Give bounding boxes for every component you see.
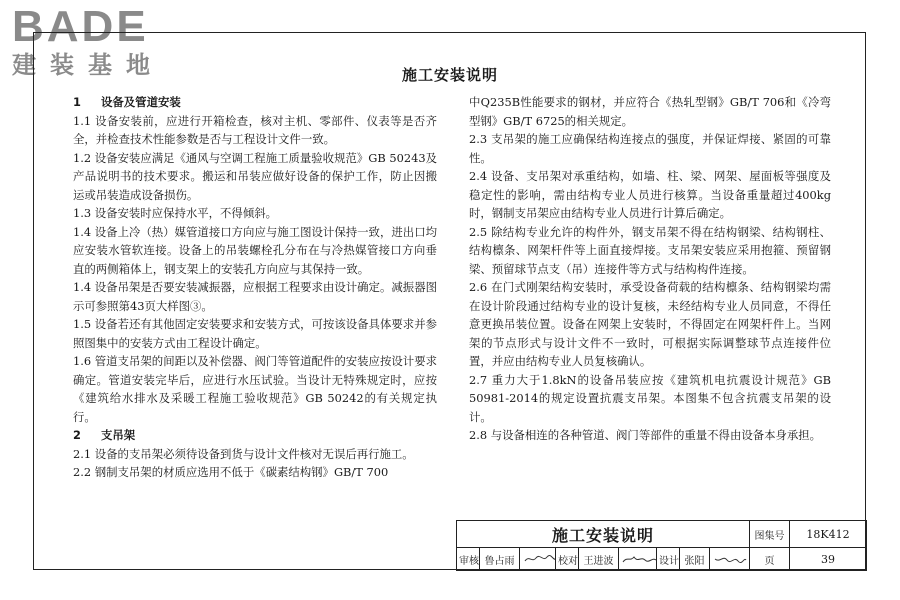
atlas-number: 18K412 <box>790 521 867 548</box>
paragraph: 2.4 设备、支吊架对承重结构，如墙、柱、梁、网架、屋面板等强度及稳定性的影响，需由结构专业人员进行核算。当设备重量超过400kg时，钢制支吊架应由结构专业人员进行计算后确定。 <box>469 169 831 220</box>
reviewer-signature <box>520 548 556 571</box>
paragraph: 1.4 设备吊架是否要安装减振器，应根据工程要求由设计确定。减振器图示可参照第43页大样图③。 <box>73 280 437 313</box>
section-number: 2 <box>73 428 81 442</box>
checker-name: 王进波 <box>579 548 619 571</box>
paragraph: 2.2 钢制支吊架的材质应选用不低于《碳素结构钢》GB/T 700 <box>73 465 389 479</box>
paragraph: 中Q235B性能要求的钢材，并应符合《热轧型钢》GB/T 706和《冷弯型钢》GB/T 6725的相关规定。 <box>469 95 831 128</box>
left-text-column <box>73 93 437 482</box>
check-label: 校对 <box>556 548 579 571</box>
paragraph: 2.5 除结构专业允许的构件外，钢支吊架不得在结构钢梁、结构钢柱、结构檩条、网架杆件等上面直接焊接。支吊架安装应采用抱箍、预留钢梁、预留球节点支（吊）连接件等方式与结构构件连接。 <box>469 224 831 276</box>
paragraph: 2.8 与设备相连的各种管道、阀门等部件的重量不得由设备本身承担。 <box>469 428 822 442</box>
paragraph: 2.6 在门式刚架结构安装时，承受设备荷载的结构檩条、结构钢梁均需在设计阶段通过结构专业的设计复核，未经结构专业人员同意，不得任意更换吊装位置。设备在网架上安装时，不得固定在网架杆件上。当网架的节点形式与设计文件不一致时，可根据实际调整球节点连接件位置，并应由结构专业人员复核确认。 <box>469 280 831 368</box>
paragraph: 2.3 支吊架的施工应确保结构连接点的强度，并保证焊接、紧固的可靠性。 <box>469 132 831 165</box>
atlas-label: 图集号 <box>750 521 790 548</box>
paragraph: 1.1 设备安装前，应进行开箱检查，核对主机、零部件、仪表等是否齐全，并检查技术性能参数是否与工程设计文件一致。 <box>73 113 437 146</box>
paragraph: 1.6 管道支吊架的间距以及补偿器、阀门等管道配件的安装应按设计要求确定。管道安装完毕后，应进行水压试验。当设计无特殊规定时，应按《建筑给水排水及采暖工程施工验收规范》GB 50242的有关规定执行。 <box>73 354 437 424</box>
design-label: 设计 <box>657 548 680 571</box>
designer-name: 张阳 <box>680 548 710 571</box>
right-text-column <box>469 93 831 445</box>
logo-subtitle: 建装基地 <box>12 51 164 79</box>
title-block-title: 施工安装说明 <box>457 521 750 548</box>
section-heading <box>73 93 437 112</box>
section-heading <box>73 426 437 445</box>
logo-wordmark: BADE <box>12 2 149 51</box>
paragraph: 1.3 设备安装时应保持水平，不得倾斜。 <box>73 206 277 220</box>
section-title: 设备及管道安装 <box>101 95 181 109</box>
section-title: 支吊架 <box>101 428 136 442</box>
page-label: 页 <box>750 548 790 571</box>
reviewer-name: 鲁占雨 <box>480 548 520 571</box>
page-title: 施工安装说明 <box>401 66 498 84</box>
paragraph: 2.7 重力大于1.8kN的设备吊装应按《建筑机电抗震设计规范》GB 50981-2014的规定设置抗震支吊架。本图集不包含抗震支吊架的设计。 <box>469 372 831 424</box>
section-number: 1 <box>73 95 81 109</box>
title-block <box>456 520 867 571</box>
page-number: 39 <box>790 548 867 571</box>
checker-signature <box>619 548 657 571</box>
paragraph: 1.2 设备安装应满足《通风与空调工程施工质量验收规范》GB 50243及产品说明书的技术要求。搬运和吊装应做好设备的保护工作，防止因搬运或吊装造成设备损伤。 <box>73 150 437 202</box>
designer-signature <box>710 548 750 571</box>
paragraph: 1.4 设备上冷（热）媒管道接口方向应与施工图设计保持一致，进出口均应安装水管软连接。设备上的吊装螺栓孔分布在与冷热媒管接口方向垂直的两侧箱体上，钢支架上的安装孔方向应与其保持一致。 <box>73 224 437 276</box>
paragraph: 1.5 设备若还有其他固定安装要求和安装方式，可按该设备具体要求并参照图集中的安装方式由工程设计确定。 <box>73 317 437 350</box>
review-label: 审核 <box>457 548 480 571</box>
paragraph: 2.1 设备的支吊架必须待设备到货与设计文件核对无误后再行施工。 <box>73 446 414 461</box>
